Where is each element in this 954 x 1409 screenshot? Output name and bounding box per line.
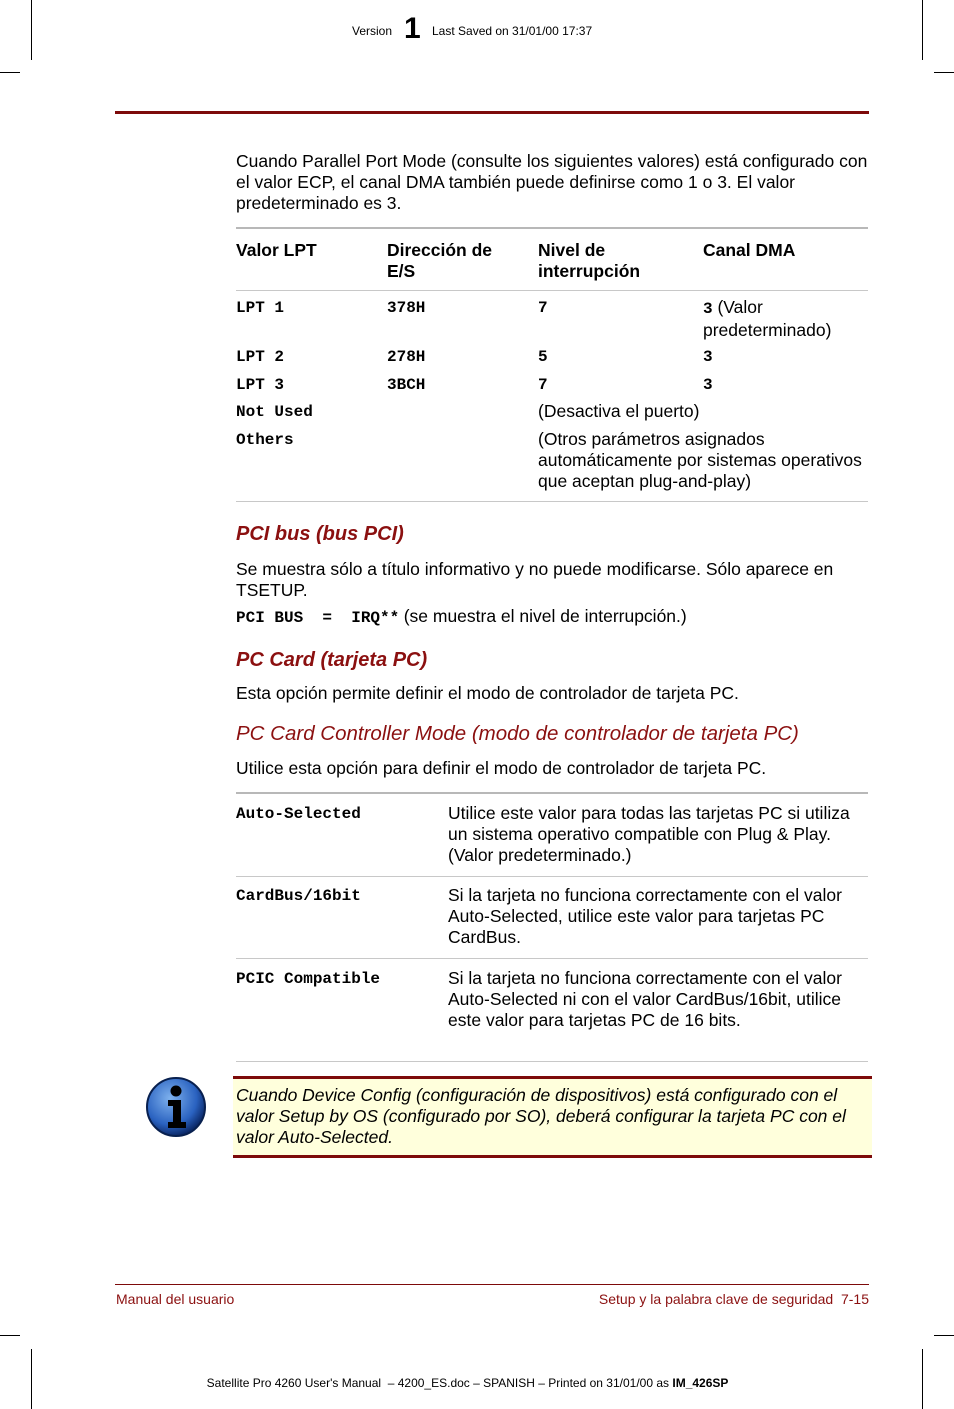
table-cell-irq: 7: [538, 299, 548, 317]
print-line: [200, 1362, 800, 1390]
table-cell-io: 278H: [387, 348, 426, 366]
table-cell-irq: 7: [538, 376, 548, 394]
footer-left: Manual del usuario: [116, 1291, 235, 1307]
pci-bus-code-note: (se muestra el nivel de interrupción.): [403, 606, 687, 626]
note-bottom-rule: [233, 1155, 872, 1158]
table-cell-irq: 5: [538, 348, 548, 366]
version-label: Version: [352, 24, 393, 38]
table-cell-lpt: LPT 3: [236, 376, 285, 394]
version-header: [352, 12, 652, 48]
crop-mark: [922, 1349, 923, 1409]
crop-mark: [922, 0, 923, 60]
option-name: PCIC Compatible: [236, 970, 381, 988]
table-cell-lpt: LPT 1: [236, 299, 285, 317]
info-icon: [145, 1076, 207, 1138]
table-cell-io: 378H: [387, 299, 426, 317]
option-desc: Si la tarjeta no funciona correctamente con el valor Auto-Selected, utilice este valor para tarjetas PC CardBus.: [448, 885, 842, 947]
crop-mark: [0, 1335, 20, 1336]
table-row-rule: [236, 958, 868, 959]
table-cell-dma: 3: [703, 376, 713, 394]
section-heading-controller-mode: PC Card Controller Mode (modo de controlador de tarjeta PC): [236, 722, 799, 745]
option-desc: Utilice este valor para todas las tarjetas PC si utiliza un sistema operativo compatible con Plug & Play. (Valor predeterminado.): [448, 803, 850, 865]
crop-mark: [934, 1335, 954, 1336]
option-desc: Si la tarjeta no funciona correctamente con el valor Auto-Selected ni con el valor CardBus/16bit, utilice este valor para tarjetas PC de 16 bits.: [448, 968, 842, 1030]
crop-mark: [934, 72, 954, 73]
footer-right: Setup y la palabra clave de seguridad 7-15: [598, 1291, 869, 1307]
table-cell-note: (Otros parámetros asignados automáticamente por sistemas operativos que aceptan plug-and-play): [538, 429, 862, 491]
col-header-dma: Canal DMA: [703, 240, 796, 260]
crop-mark: [31, 0, 32, 60]
table-cell-lpt: Not Used: [236, 403, 313, 421]
pci-bus-code: PCI BUS = IRQ**: [236, 609, 400, 627]
table-cell-dma: [703, 297, 863, 341]
top-rule: [115, 111, 869, 114]
crop-mark: [31, 1349, 32, 1409]
dma-note: (Valor predeterminado): [703, 297, 832, 340]
table-row-rule: [236, 876, 868, 877]
table-top-rule: [236, 227, 868, 229]
section-heading-pc-card: PC Card (tarjeta PC): [236, 649, 428, 671]
intro-paragraph: Cuando Parallel Port Mode (consulte los siguientes valores) está configurado con el valor ECP, el canal DMA también puede definirse como 1 o 3. El valor predeterminado es 3.: [236, 151, 868, 213]
last-saved: Last Saved on 31/01/00 17:37: [432, 24, 593, 38]
table-cell-dma: 3: [703, 348, 713, 366]
option-name: CardBus/16bit: [236, 887, 361, 905]
table-header-rule: [236, 290, 868, 291]
table-cell-io: 3BCH: [387, 376, 426, 394]
crop-mark: [0, 72, 20, 73]
table-cell-note: (Desactiva el puerto): [538, 401, 700, 421]
table-bottom-rule: [236, 501, 868, 502]
table-bottom-rule: [236, 1061, 868, 1062]
note-text: Cuando Device Config (configuración de dispositivos) está configurado con el valor Setup by OS (configurado por SO), deberá configurar la tarjeta PC con el valor Auto-Selected.: [236, 1085, 846, 1147]
col-header-irq: Nivel de interrupción: [538, 240, 641, 281]
option-name: Auto-Selected: [236, 805, 361, 823]
table-cell-lpt: LPT 2: [236, 348, 285, 366]
pci-bus-code-line: [236, 606, 870, 627]
version-number: 1: [404, 12, 421, 45]
print-line-text: Satellite Pro 4260 User's Manual – 4200_ES.doc – SPANISH – Printed on 31/01/00 as: [206, 1376, 673, 1390]
table-top-rule: [236, 792, 868, 794]
section-heading-pci-bus: PCI bus (bus PCI): [236, 523, 404, 545]
print-line-code: IM_426SP: [672, 1376, 729, 1390]
col-header-io: Dirección de E/S: [387, 240, 493, 281]
table-cell-lpt: Others: [236, 431, 294, 449]
col-header-lpt: Valor LPT: [236, 240, 317, 260]
footer-rule: [115, 1284, 869, 1285]
dma-value: 3: [703, 300, 713, 318]
pc-card-text: Esta opción permite definir el modo de controlador de tarjeta PC.: [236, 683, 739, 703]
controller-mode-text: Utilice esta opción para definir el modo de controlador de tarjeta PC.: [236, 758, 767, 778]
pci-bus-text: Se muestra sólo a título informativo y no puede modificarse. Sólo aparece en TSETUP.: [236, 559, 834, 600]
